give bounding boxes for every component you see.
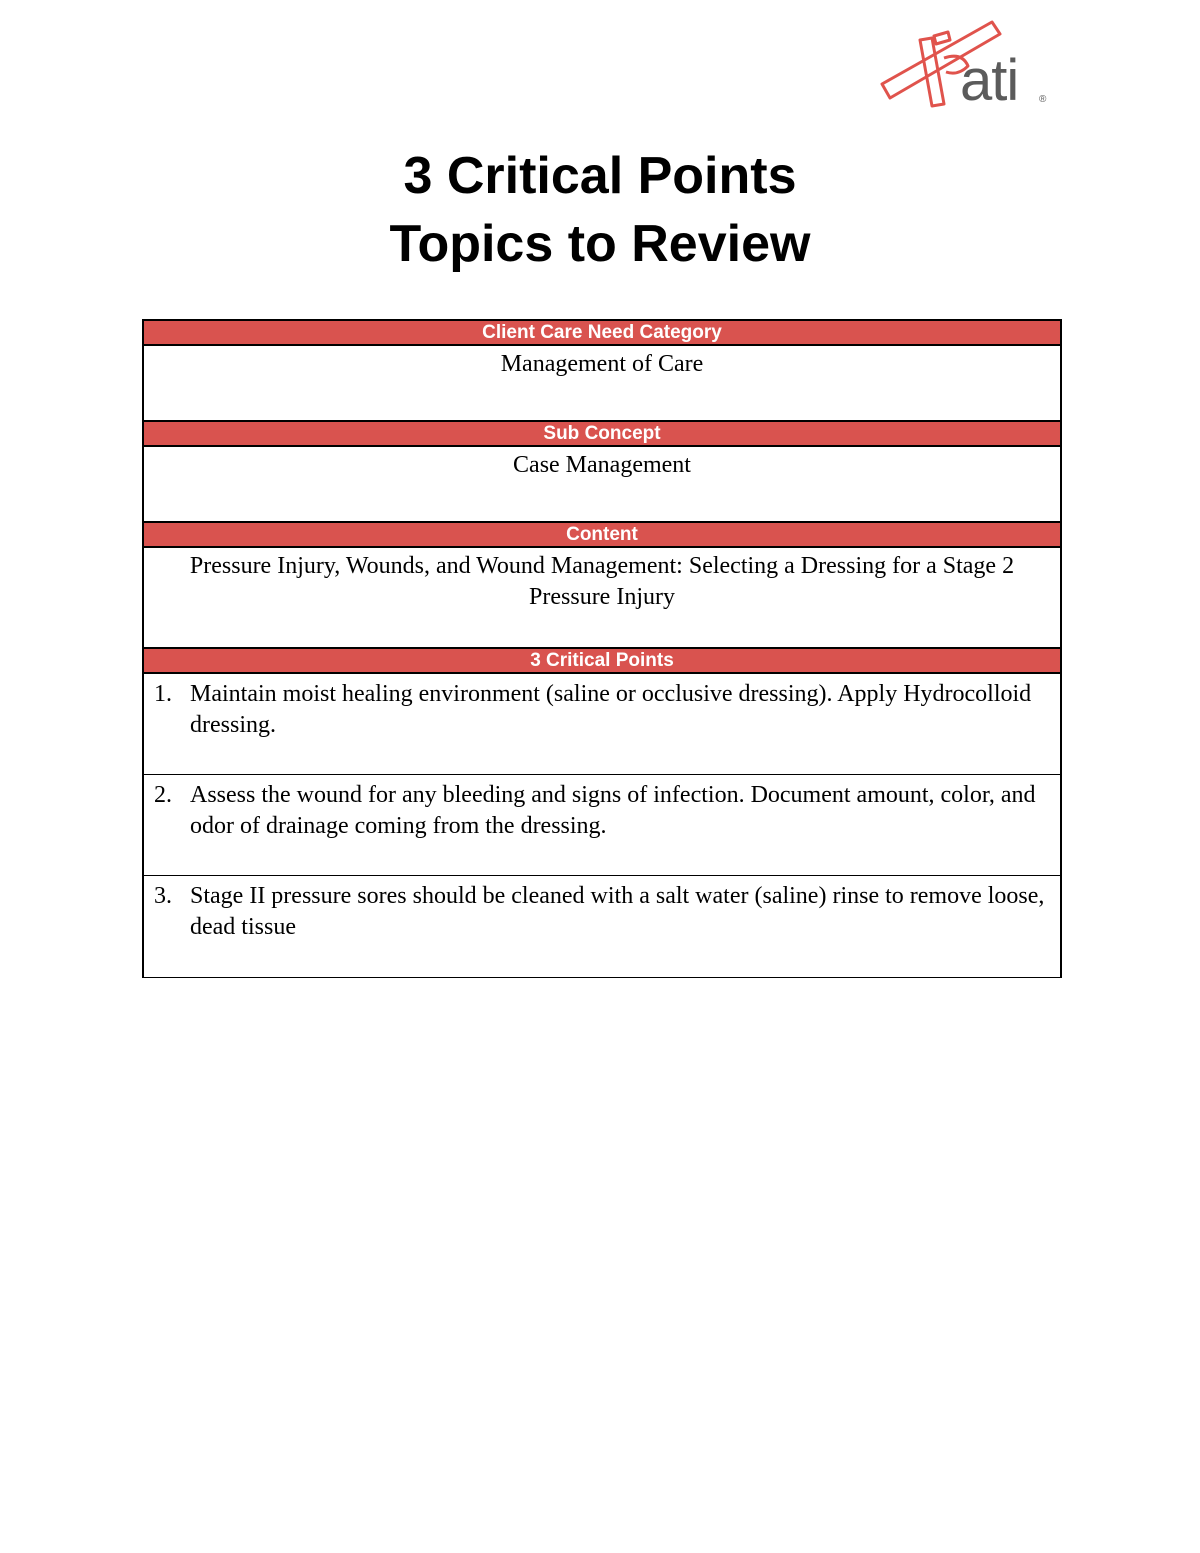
- subconcept-value: Case Management: [144, 447, 1060, 523]
- title-line-1: 3 Critical Points: [403, 147, 797, 205]
- review-table: [142, 319, 1062, 978]
- logo-wordmark: ati: [960, 48, 1019, 113]
- logo-registered-mark: ®: [1039, 94, 1047, 105]
- title-line-2: Topics to Review: [389, 215, 811, 273]
- page-title: [0, 142, 1200, 278]
- critical-point-text: Stage II pressure sores should be cleaned with a salt water (saline) rinse to remove loose, dead tissue: [190, 883, 1045, 940]
- category-value: Management of Care: [144, 346, 1060, 422]
- critical-point-text: Maintain moist healing environment (saline or occlusive dressing). Apply Hydrocolloid dressing.: [190, 681, 1032, 738]
- subconcept-header: Sub Concept: [144, 422, 1060, 447]
- critical-point-number: 2.: [154, 782, 172, 808]
- critical-points-header: 3 Critical Points: [144, 649, 1060, 674]
- category-header: Client Care Need Category: [144, 321, 1060, 346]
- critical-point-number: 3.: [154, 883, 172, 909]
- critical-point-item: [144, 876, 1060, 977]
- critical-point-item: [144, 775, 1060, 876]
- critical-point-number: 1.: [154, 681, 172, 707]
- content-value: Pressure Injury, Wounds, and Wound Management: Selecting a Dressing for a Stage 2 Pressure Injury: [144, 548, 1060, 649]
- critical-point-item: [144, 674, 1060, 775]
- critical-point-text: Assess the wound for any bleeding and signs of infection. Document amount, color, and odor of drainage coming from the dressing.: [190, 782, 1036, 839]
- content-header: Content: [144, 523, 1060, 548]
